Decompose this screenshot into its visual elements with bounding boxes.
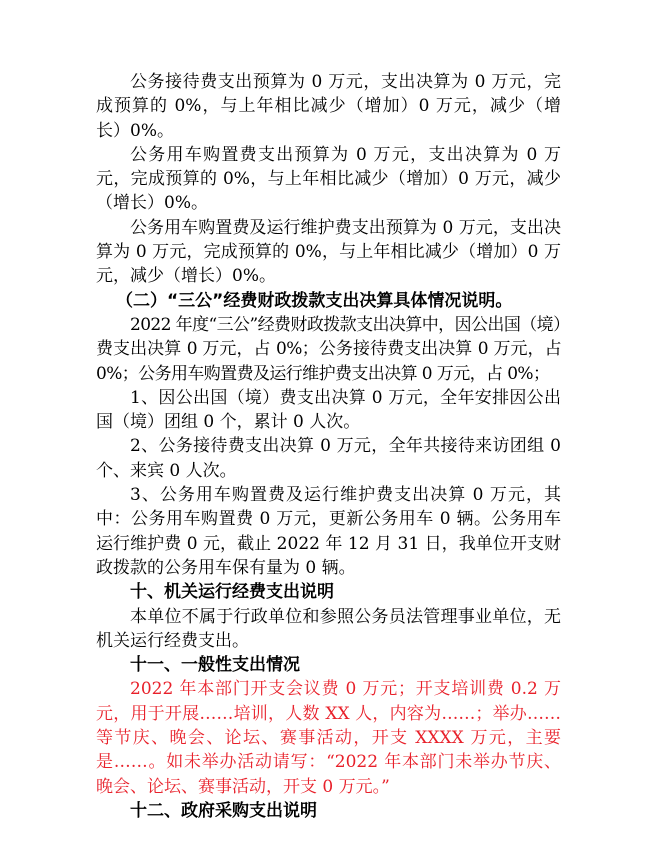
section10-text: 本单位不属于行政单位和参照公务员法管理事业单位，无机关运行经费支出。	[96, 606, 561, 651]
section12-heading: 十二、政府采购支出说明	[130, 800, 317, 821]
paragraph-vehicle-purchase: 公务用车购置费支出预算为 0 万元，支出决算为 0 万元，完成预算的 0%，与上年相比减少（增加）0 万元，减少（增长）0%。	[96, 144, 561, 214]
section2-item-3: 3、公务用车购置费及运行维护费支出决算 0 万元，其中：公务用车购置费 0 万元，更新公务用车 0 辆。公务用车运行维护费 0 元，截止 2022 年 12 月 31 日，我单位开支财政拨款的公务用车保有量为 0 辆。	[96, 485, 561, 578]
section2-item-2: 2、公务接待费支出决算 0 万元，全年共接待来访团组 0 个、来宾 0 人次。	[96, 436, 561, 481]
section2-intro: 2022 年度“三公”经费财政拨款支出决算中，因公出国（境）费支出决算 0 万元，占 0%；公务接待费支出决算 0 万元，占 0%；公务用车购置费及运行维护费支出决算 0 万元，占 0%；	[96, 314, 561, 384]
section11-heading: 十一、一般性支出情况	[130, 655, 300, 676]
document-page	[96, 70, 561, 823]
section11-text: 2022 年本部门开支会议费 0 万元；开支培训费 0.2 万元，用于开展……培训，人数 XX 人，内容为……；举办……等节庆、晚会、论坛、赛事活动，开支 XXXX 万元，主要是……。如未举办活动请写：“2022 年本部门未举办节庆、晚会、论坛、赛事活动，开支 0 万元。”	[96, 679, 561, 797]
paragraph-reception-expense: 公务接待费支出预算为 0 万元，支出决算为 0 万元，完成预算的 0%，与上年相比减少（增加）0 万元，减少（增长）0%。	[96, 72, 561, 141]
section2-item-1: 1、因公出国（境）费支出决算 0 万元，全年安排因公出国（境）团组 0 个，累计 0 人次。	[96, 387, 561, 433]
section10-heading: 十、机关运行经费支出说明	[130, 582, 334, 603]
paragraph-vehicle-operation: 公务用车购置费及运行维护费支出预算为 0 万元，支出决算为 0 万元，完成预算的 0%，与上年相比减少（增加）0 万元，减少（增长）0%。	[96, 217, 561, 287]
section2-heading: （二）“三公”经费财政拨款支出决算具体情况说明。	[116, 290, 513, 311]
